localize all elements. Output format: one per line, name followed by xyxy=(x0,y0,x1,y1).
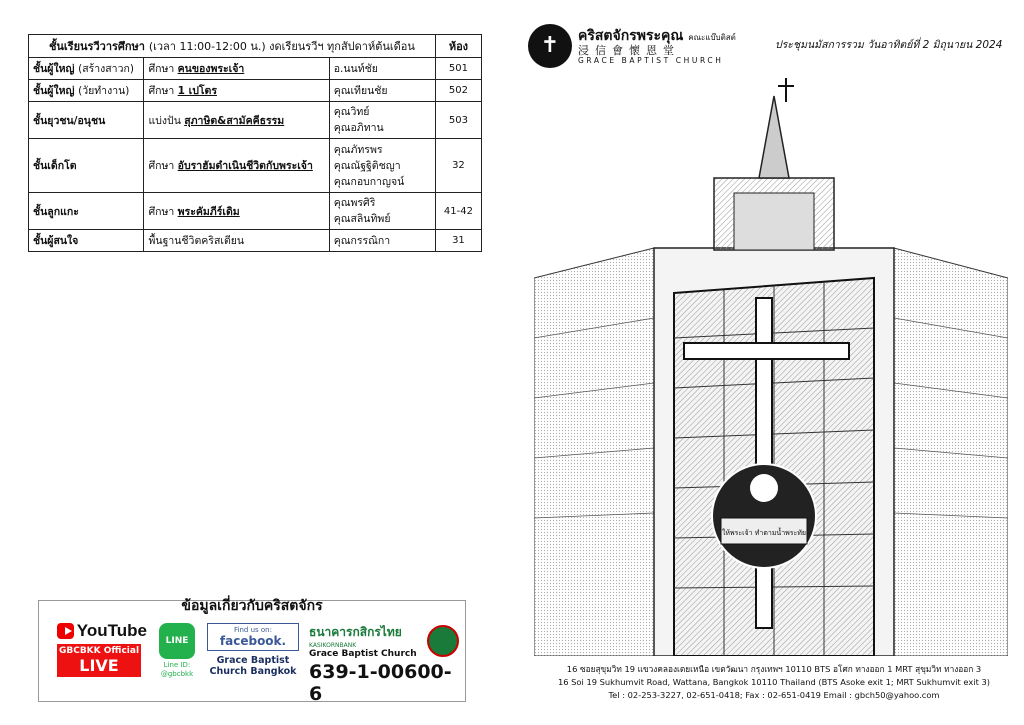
youtube-channel: GBCBKK Official xyxy=(58,646,140,656)
church-name-th: คริสตจักรพระคุณ คณะแบ๊บติสต์ xyxy=(578,28,736,44)
facebook-page-name: Grace Baptist Church Bangkok xyxy=(209,655,297,677)
church-info-box xyxy=(38,598,466,705)
sunday-school-table xyxy=(28,34,482,252)
table-row: ชั้นผู้สนใจ พื้นฐานชีวิตคริสเตียน คุณกรรณิกา 31 xyxy=(29,230,482,252)
youtube-icon xyxy=(57,623,74,639)
bank-account-number: 639-1-00600-6 xyxy=(309,661,452,705)
facebook-icon: Find us on: facebook. xyxy=(207,623,299,651)
table-row: ชั้นยุวชน/อนุชน แบ่งปัน สุภาษิต&สามัคคีธรรม คุณวิทย์ คุณอภิทาน 503 xyxy=(29,102,482,139)
facebook-block[interactable] xyxy=(207,623,299,677)
emblem-text: ให้พระเจ้า ทำตามน้ำพระทัย xyxy=(721,529,807,537)
church-building-illustration xyxy=(534,78,1008,656)
line-block[interactable] xyxy=(159,623,195,679)
table-row: ชั้นเด็กโต ศึกษา อับราฮัมดำเนินชีวิตกับพระเจ้า คุณภัทรพร คุณณัฐฐิติชญา คุณกอบกาญจน์ 32 xyxy=(29,139,482,193)
bank-account-name: Grace Baptist Church xyxy=(309,649,417,659)
table-row: ชั้นลูกแกะ ศึกษา พระคัมภีร์เดิม คุณพรศิริ คุณสลินทิพย์ 41-42 xyxy=(29,193,482,230)
room-header: ห้อง xyxy=(435,35,481,58)
youtube-live-label: LIVE xyxy=(79,656,119,675)
line-id: Line ID: @gbcbkk xyxy=(160,661,194,678)
church-name-en: GRACE BAPTIST CHURCH xyxy=(578,56,724,65)
church-logo-icon: ✝ xyxy=(528,24,572,68)
kbank-logo-icon xyxy=(427,625,459,657)
line-icon: LINE xyxy=(159,623,195,659)
table-title: ชั้นเรียนรวีวารศึกษา (เวลา 11:00-12:00 น.) งดเรียนรวีฯ ทุกสัปดาห์ต้นเดือน xyxy=(29,35,436,58)
church-name-zh: 浸信會懷恩堂 xyxy=(578,44,680,57)
youtube-block[interactable]: YouTube GBCBKK Official LIVE xyxy=(58,621,147,675)
table-header-row xyxy=(29,35,482,58)
bank-name-th: ธนาคารกสิกรไทย xyxy=(309,625,402,639)
address-block xyxy=(534,663,1014,702)
info-title: ข้อมูลเกี่ยวกับคริสตจักร xyxy=(181,598,323,614)
table-row: ชั้นผู้ใหญ่ (วัยทำงาน) ศึกษา 1 เปโตร คุณเทียนชัย 502 xyxy=(29,80,482,102)
service-title: ประชุมนมัสการรวม วันอาทิตย์ที่ 2 มิถุนายน 2024 xyxy=(775,39,1003,51)
bank-name-en: KASIKORNBANK xyxy=(309,642,357,649)
bank-block xyxy=(309,623,459,705)
address-en: 16 Soi 19 Sukhumvit Road, Wattana, Bangkok 10110 Thailand (BTS Asoke exit 1; MRT Sukhumvit exit 3) xyxy=(557,677,991,687)
contact-info: Tel : 02-253-3227, 02-651-0418; Fax : 02-651-0419 Email : gbch50@yahoo.com xyxy=(608,690,940,700)
address-th: 16 ซอยสุขุมวิท 19 แขวงคลองเตยเหนือ เขตวัฒนา กรุงเทพฯ 10110 BTS อโศก ทางออก 1 MRT สุขุมวิท ทางออก 3 xyxy=(566,664,982,674)
table-row: ชั้นผู้ใหญ่ (สร้างสาวก) ศึกษา คนของพระเจ้า อ.นนท์ชัย 501 xyxy=(29,58,482,80)
